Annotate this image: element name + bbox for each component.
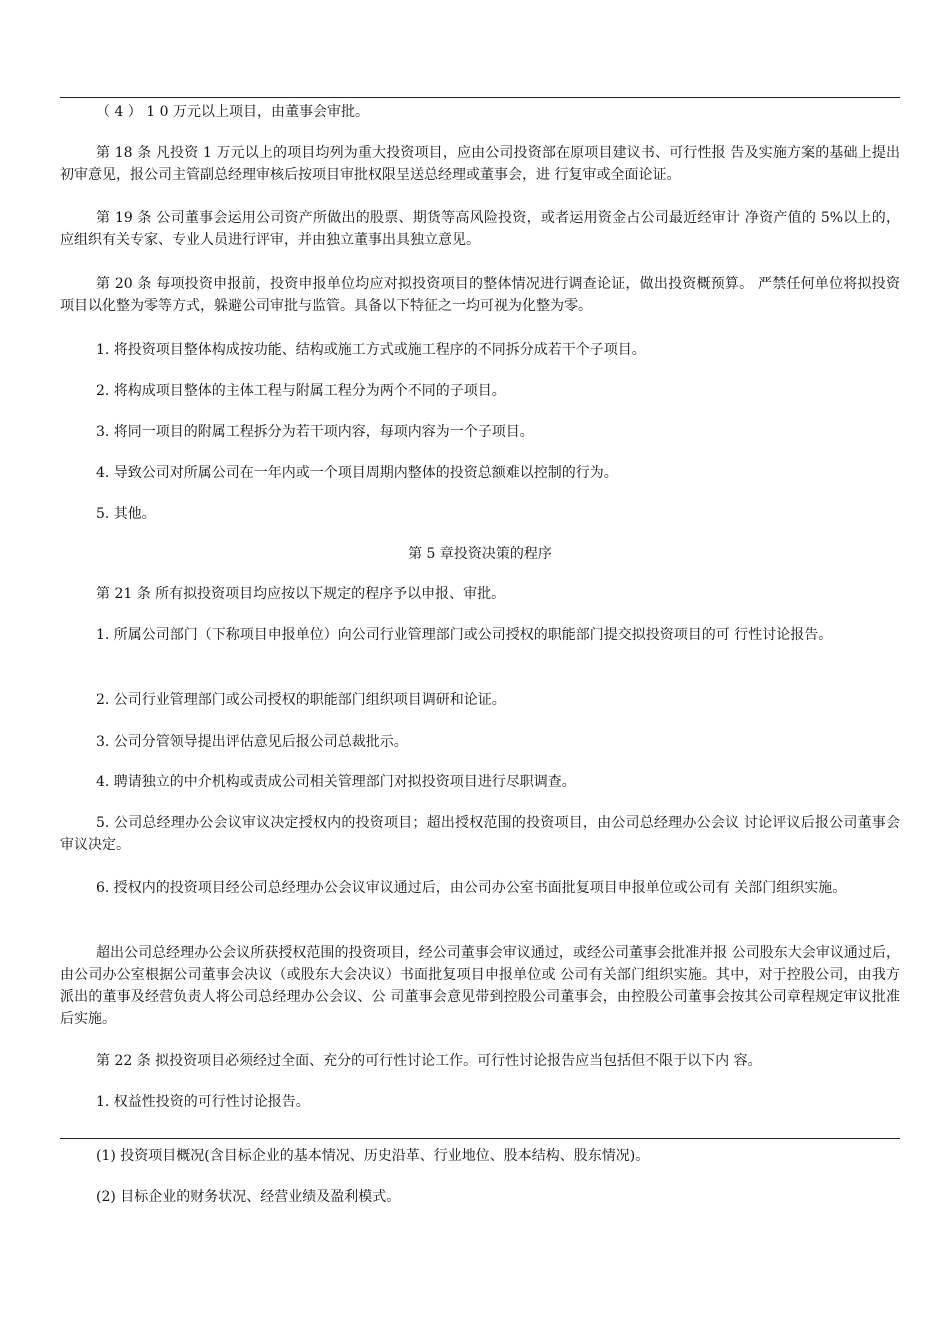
chapter-heading: 第 5 章投资决策的程序 (408, 546, 552, 562)
feasibility-subitem-1: (1) 投资项目概况(含目标企业的基本情况、历史沿革、行业地位、股本结构、股东情况)。 (96, 1148, 650, 1164)
bottom-rule (60, 1138, 900, 1139)
procedure-step-4: 4. 聘请独立的中介机构或责成公司相关管理部门对拟投资项目进行尽职调查。 (96, 774, 576, 790)
feasibility-item-1: 1. 权益性投资的可行性讨论报告。 (96, 1094, 310, 1110)
list-item-5: 5. 其他。 (96, 506, 156, 522)
article-21: 第 21 条 所有拟投资项目均应按以下规定的程序予以申报、审批。 (96, 586, 506, 602)
procedure-step-1: 1. 所属公司部门（下称项目申报单位）向公司行业管理部门或公司授权的职能部门提交拟投资项目的可 行性讨论报告。 (96, 627, 833, 643)
article-22: 第 22 条 拟投资项目必须经过全面、充分的可行性讨论工作。可行性讨论报告应当包括但不限于以下内 容。 (96, 1053, 762, 1069)
list-item-2: 2. 将构成项目整体的主体工程与附属工程分为两个不同的子项目。 (96, 383, 506, 399)
list-item-3: 3. 将同一项目的附属工程拆分为若干项内容，每项内容为一个子项目。 (96, 424, 534, 440)
procedure-step-3: 3. 公司分管领导提出评估意见后报公司总裁批示。 (96, 734, 408, 750)
top-rule (60, 97, 900, 98)
procedure-step-2: 2. 公司行业管理部门或公司授权的职能部门组织项目调研和论证。 (96, 692, 506, 708)
article-19: 第 19 条 公司董事会运用公司资产所做出的股票、期货等高风险投资，或者运用资金占公司最近经审计 净资产值的 5%以上的，应组织有关专家、专业人员进行评审，并由独立董事出具独立意见。 (60, 210, 900, 248)
article-18: 第 18 条 凡投资 1 万元以上的项目均列为重大投资项目，应由公司投资部在原项目建议书、可行性报 告及实施方案的基础上提出初审意见，报公司主管副总经理审核后按项目审批权限呈送总经理或董事会，进 行复审或全面论证。 (60, 145, 900, 183)
paragraph-item-4: （ 4 ） 1 0 万元以上项目，由董事会审批。 (96, 104, 369, 120)
list-item-1: 1. 将投资项目整体构成按功能、结构或施工方式或施工程序的不同拆分成若干个子项目。 (96, 342, 646, 358)
article-20: 第 20 条 每项投资申报前，投资申报单位均应对拟投资项目的整体情况进行调查论证，做出投资概预算。 严禁任何单位将拟投资项目以化整为零等方式，躲避公司审批与监管。具备以下特征之一均可视为化整为零。 (60, 276, 900, 314)
feasibility-subitem-2: (2) 目标企业的财务状况、经营业绩及盈利模式。 (96, 1189, 401, 1205)
procedure-step-6: 6. 授权内的投资项目经公司总经理办公会议审议通过后，由公司办公室书面批复项目申报单位或公司有 关部门组织实施。 (96, 880, 847, 896)
procedure-step-5: 5. 公司总经理办公会议审议决定授权内的投资项目；超出授权范围的投资项目，由公司总经理办公会议 讨论评议后报公司董事会审议决定。 (60, 815, 900, 853)
beyond-authorization-paragraph: 超出公司总经理办公会议所获授权范围的投资项目，经公司董事会审议通过，或经公司董事会批准并报 公司股东大会审议通过后，由公司办公室根据公司董事会决议（或股东大会决议）书面批复项目申报单位或 公司有关部门组织实施。其中，对于控股公司，由我方派出的董事及经营负责人将公司总经理办公会议、公 司董事会意见带到控股公司董事会，由控股公司董事会按其公司章程规定审议批准后实施。 (60, 945, 900, 1027)
list-item-4: 4. 导致公司对所属公司在一年内或一个项目周期内整体的投资总额难以控制的行为。 (96, 465, 618, 481)
